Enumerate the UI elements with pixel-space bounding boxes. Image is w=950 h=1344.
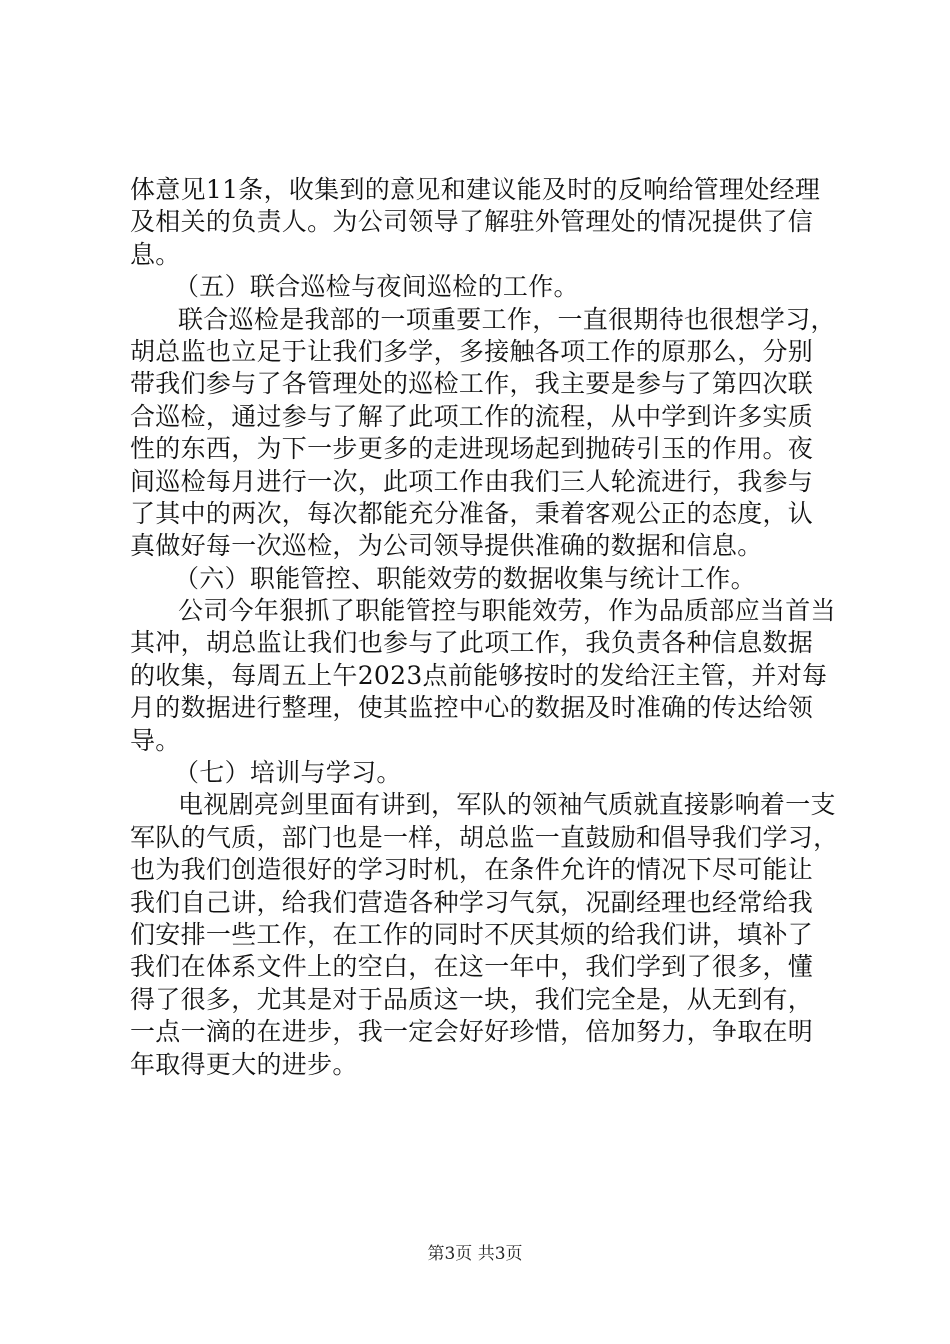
text-line: 军队的气质，部门也是一样，胡总监一直鼓励和倡导我们学习，	[130, 822, 839, 852]
text-line: 的收集，每周五上午2023点前能够按时的发给汪主管，并对每	[130, 660, 828, 690]
text-line: 体意见11条，收集到的意见和建议能及时的反响给管理处经理	[130, 175, 821, 204]
text-line: 们安排一些工作，在工作的同时不厌其烦的给我们讲，填补了	[130, 919, 814, 949]
text-line: 也为我们创造很好的学习时机，在条件允许的情况下尽可能让	[130, 855, 814, 885]
text-line: 公司今年狠抓了职能管控与职能效劳，作为品质部应当首当	[178, 596, 836, 626]
section-heading-5: （五）联合巡检与夜间巡检的工作。	[174, 272, 579, 302]
text-line: 及相关的负责人。为公司领导了解驻外管理处的情况提供了信	[130, 207, 814, 237]
text-line: 胡总监也立足于让我们多学，多接触各项工作的原那么，分别	[130, 336, 814, 366]
page-number-footer: 第3页 共3页	[427, 1244, 523, 1264]
text-line: 得了很多，尤其是对于品质这一块，我们完全是，从无到有，	[130, 984, 814, 1014]
text-line: 带我们参与了各管理处的巡检工作，我主要是参与了第四次联	[130, 369, 814, 399]
text-line: 息。	[130, 239, 181, 269]
text-line: 一点一滴的在进步，我一定会好好珍惜，倍加努力，争取在明	[130, 1017, 814, 1047]
text-line: 联合巡检是我部的一项重要工作，一直很期待也很想学习，	[178, 304, 836, 334]
text-line: 了其中的两次，每次都能充分准备，秉着客观公正的态度，认	[130, 498, 814, 528]
text-line: 合巡检，通过参与了解了此项工作的流程，从中学到许多实质	[130, 401, 814, 431]
text-line: 我们自己讲，给我们营造各种学习气氛，况副经理也经常给我	[130, 887, 814, 917]
text-line: 电视剧亮剑里面有讲到，军队的领袖气质就直接影响着一支	[178, 790, 836, 820]
text-line: 性的东西，为下一步更多的走进现场起到抛砖引玉的作用。夜	[130, 434, 814, 464]
text-line: 间巡检每月进行一次，此项工作由我们三人轮流进行，我参与	[130, 466, 814, 496]
text-line: 年取得更大的进步。	[130, 1049, 358, 1079]
section-heading-7: （七）培训与学习。	[174, 758, 402, 788]
section-heading-6: （六）职能管控、职能效劳的数据收集与统计工作。	[174, 563, 756, 593]
text-line: 月的数据进行整理，使其监控中心的数据及时准确的传达给领	[130, 693, 814, 723]
text-line: 其冲，胡总监让我们也参与了此项工作，我负责各种信息数据	[130, 628, 814, 658]
text-line: 导。	[130, 725, 181, 755]
document-body	[130, 174, 839, 1081]
text-line: 我们在体系文件上的空白，在这一年中，我们学到了很多，懂	[130, 952, 814, 982]
text-line: 真做好每一次巡检，为公司领导提供准确的数据和信息。	[130, 531, 763, 561]
